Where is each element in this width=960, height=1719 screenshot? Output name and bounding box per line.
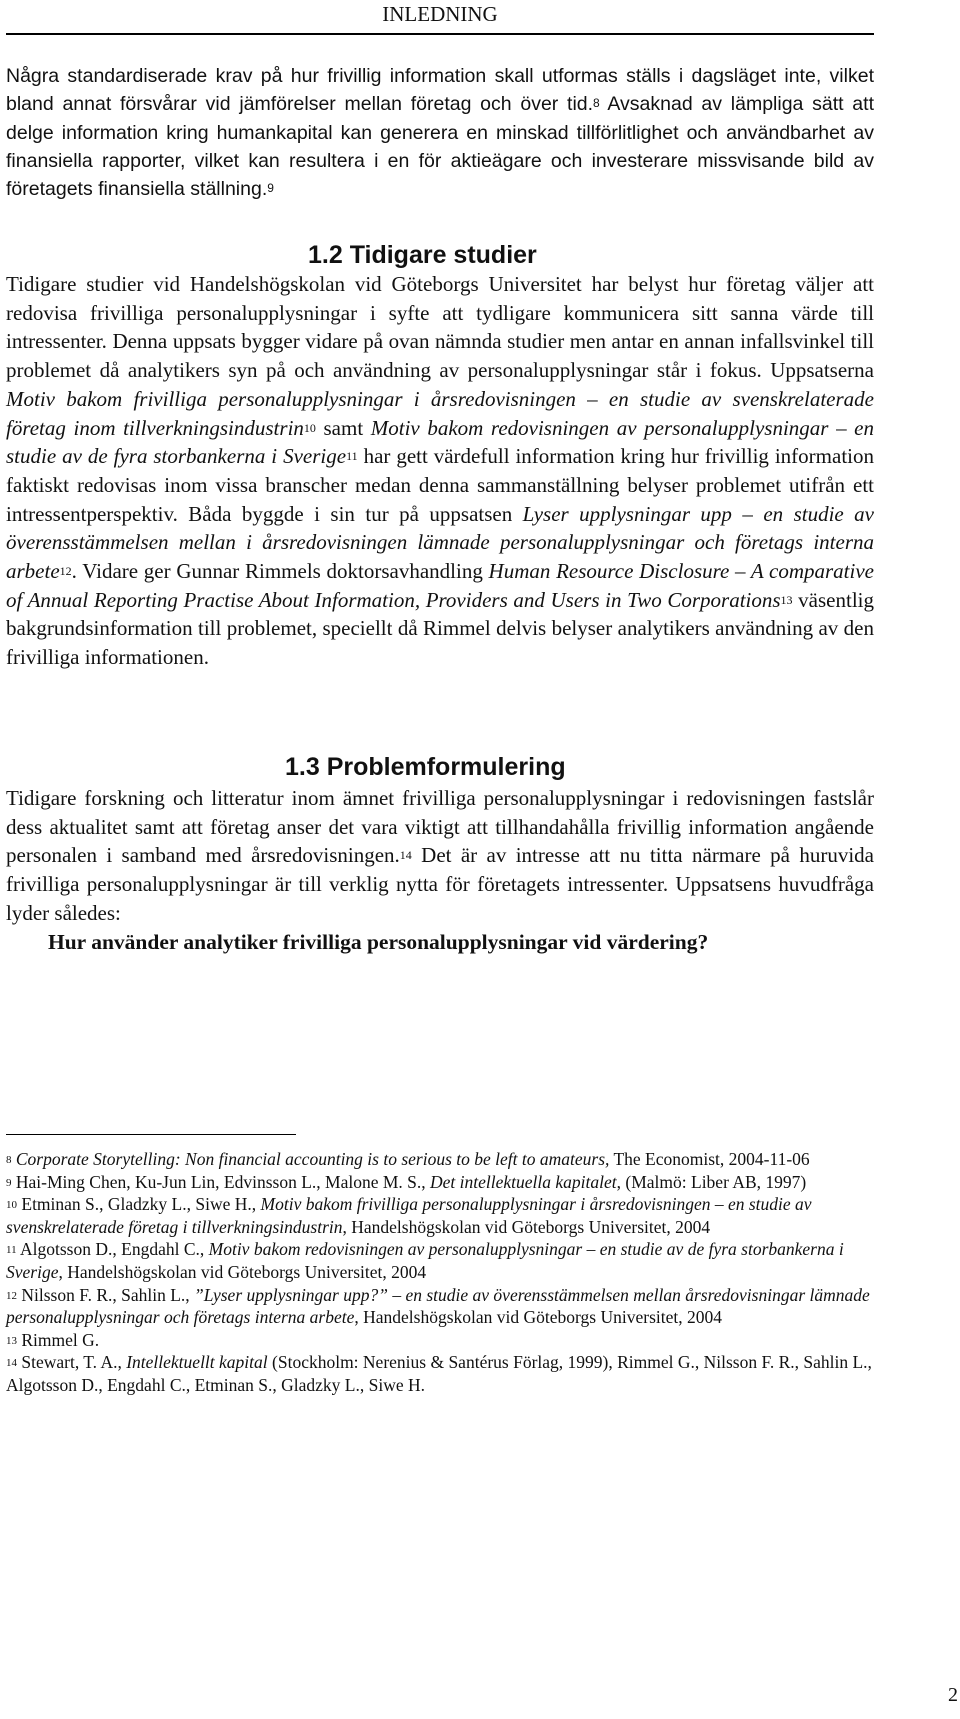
footnote-9 — [6, 1171, 874, 1194]
footnote-11 — [6, 1238, 874, 1283]
footnote-14 — [6, 1351, 874, 1396]
footnote-authors: Hai-Ming Chen, Ku-Jun Lin, Edvinsson L., Malone M. S., — [11, 1171, 431, 1192]
section-heading-tidigare-studier: 1.2 Tidigare studier — [308, 241, 537, 269]
footnote-title: Intellektuellt kapital — [126, 1352, 268, 1373]
footnote-number: 13 — [6, 1334, 17, 1347]
footnote-rest: , Handelshögskolan vid Göteborgs Universitet, 2004 — [354, 1307, 722, 1328]
footnote-authors: Nilsson F. R., Sahlin L., — [17, 1284, 195, 1305]
footnote-number: 14 — [6, 1357, 17, 1370]
footnote-title: Det intellektuella kapitalet — [430, 1171, 617, 1192]
footnote-rest: , Handelshögskolan vid Göteborgs Universitet, 2004 — [58, 1261, 427, 1282]
footnote-title: Motiv bakom frivilliga personalupplysningar i årsredovisningen – en studie av svenskrelaterade företag i tillverkningsindustrin — [6, 1194, 812, 1237]
s13-text-2: Det är av intresse att nu titta närmare på huruvida frivilliga personalupplysningar är till verklig nytta för företagets intressenter. Uppsatsens huvudfråga lyder således: — [6, 843, 874, 925]
footnote-title: Corporate Storytelling: Non financial accounting is to serious to be left to amateurs, — [15, 1149, 610, 1169]
footnote-title: Motiv bakom redovisningen av personalupplysningar – en studie av de fyra storbankerna i Sverige — [6, 1239, 844, 1282]
footnotes — [6, 1148, 874, 1397]
footnote-8 — [6, 1148, 874, 1171]
page-header — [6, 0, 874, 35]
footnote-ref-11[interactable]: 11 — [346, 449, 358, 464]
footnote-ref-10[interactable]: 10 — [303, 420, 316, 435]
footnote-ref-14[interactable]: 14 — [399, 848, 412, 863]
s13-text-1: Tidigare forskning och litteratur inom ämnet frivilliga personalupplysningar i redovisningen fastslår dess aktualitet samt att företag anser det vara viktigt att tillhandahålla frivillig information angående personalen i samband med årsredovisningen. — [6, 786, 874, 868]
footnote-10 — [6, 1193, 874, 1238]
footnote-13 — [6, 1329, 874, 1352]
footnote-ref-9[interactable]: 9 — [267, 181, 274, 196]
page-number: 2 — [948, 1684, 958, 1706]
s12-text-4: . Vidare ger Gunnar Rimmels doktorsavhandling — [71, 559, 489, 584]
footnote-separator — [6, 1134, 296, 1135]
footnote-rest: , Handelshögskolan vid Göteborgs Universitet, 2004 — [342, 1216, 711, 1237]
header-title: INLEDNING — [382, 2, 498, 26]
footnote-rest: The Economist, 2004-11-06 — [609, 1149, 810, 1169]
footnote-number: 9 — [6, 1176, 12, 1189]
intro-text-2: Avsaknad av lämpliga sätt att delge information kring humankapital kan generera en minskad tillförlitlighet och användbarhet av finansiella rapporter, vilket kan resultera i en för aktieägare och investerare missvisande bild av företagets finansiella ställning. — [6, 93, 874, 201]
footnote-rest: , (Malmö: Liber AB, 1997) — [616, 1171, 807, 1192]
footnote-number: 12 — [6, 1289, 17, 1302]
footnote-authors: Stewart, T. A., — [17, 1352, 127, 1373]
footnote-authors: Algotsson D., Engdahl C., — [16, 1239, 209, 1260]
footnote-ref-12[interactable]: 12 — [59, 564, 72, 579]
footnote-ref-13[interactable]: 13 — [780, 592, 793, 607]
footnote-12 — [6, 1284, 874, 1329]
footnote-ref-8[interactable]: 8 — [593, 96, 600, 111]
s12-text-2: samt — [315, 415, 371, 440]
footnote-authors: Rimmel G. — [17, 1329, 100, 1350]
s12-title-2: Motiv bakom redovisningen av personalupplysningar – en studie av de fyra storbankerna i Sverige — [6, 415, 874, 469]
s12-title-1: Motiv bakom frivilliga personalupplysningar i årsredovisningen – en studie av svenskrelaterade företag inom tillverkningsindustrin — [6, 386, 874, 440]
s12-title-4: Human Resource Disclosure – A comparative of Annual Reporting Practise About Information, Providers and Users in Two Corporations — [6, 559, 874, 612]
footnote-number: 8 — [6, 1154, 12, 1166]
footnote-authors: Etminan S., Gladzky L., Siwe H., — [17, 1194, 261, 1215]
s12-title-3: Lyser upplysningar upp – en studie av överensstämmelsen mellan i årsredovisningen lämnade personalupplysningar och företags interna arbete — [6, 501, 875, 584]
intro-text-1: Några standardiserade krav på hur frivillig information skall utformas ställs i dagsläget inte, vilket bland annat försvårar vid jämförelser mellan företag och över tid. — [6, 65, 874, 116]
s12-text-1: Tidigare studier vid Handelshögskolan vid Göteborgs Universitet har belyst hur företag väljer att redovisa frivilliga personalupplysningar i syfte att tydligare kommunicera sitt sanna värde till intressenter. Denna uppsats bygger vidare på ovan nämnda studier men antar en annan infallsvinkel till problemet då analytikers syn på och användning av personalupplysningar står i fokus. Uppsatserna — [6, 272, 874, 383]
s12-text-3: har gett värdefull information kring hur frivillig information faktiskt redovisas inom vissa branscher medan denna sammanställning belyser problemet utifrån ett intressentperspektiv. Båda byggde i sin tur på uppsatsen — [6, 444, 874, 526]
intro-paragraph — [6, 62, 874, 203]
section-12-body — [6, 270, 874, 672]
footnote-number: 11 — [6, 1244, 17, 1257]
section-heading-problemformulering: 1.3 Problemformulering — [285, 753, 566, 781]
footnote-title: ”Lyser upplysningar upp?” – en studie av överensstämmelsen mellan årsredovisningar lämnade personalupplysningar och företags interna arbete — [6, 1284, 870, 1328]
footnote-rest: (Stockholm: Nerenius & Santérus Förlag, 1999), Rimmel G., Nilsson F. R., Sahlin L., Algotsson D., Engdahl C., Etminan S., Gladzky L., Siwe H. — [6, 1352, 872, 1395]
s12-text-5: väsentlig bakgrundsinformation till problemet, speciellt då Rimmel delvis belyser analytikers användning av den frivilliga informationen. — [6, 587, 874, 670]
section-13-body — [6, 784, 874, 928]
footnote-number: 10 — [6, 1199, 17, 1212]
research-question: Hur använder analytiker frivilliga personalupplysningar vid värdering? — [48, 930, 709, 954]
